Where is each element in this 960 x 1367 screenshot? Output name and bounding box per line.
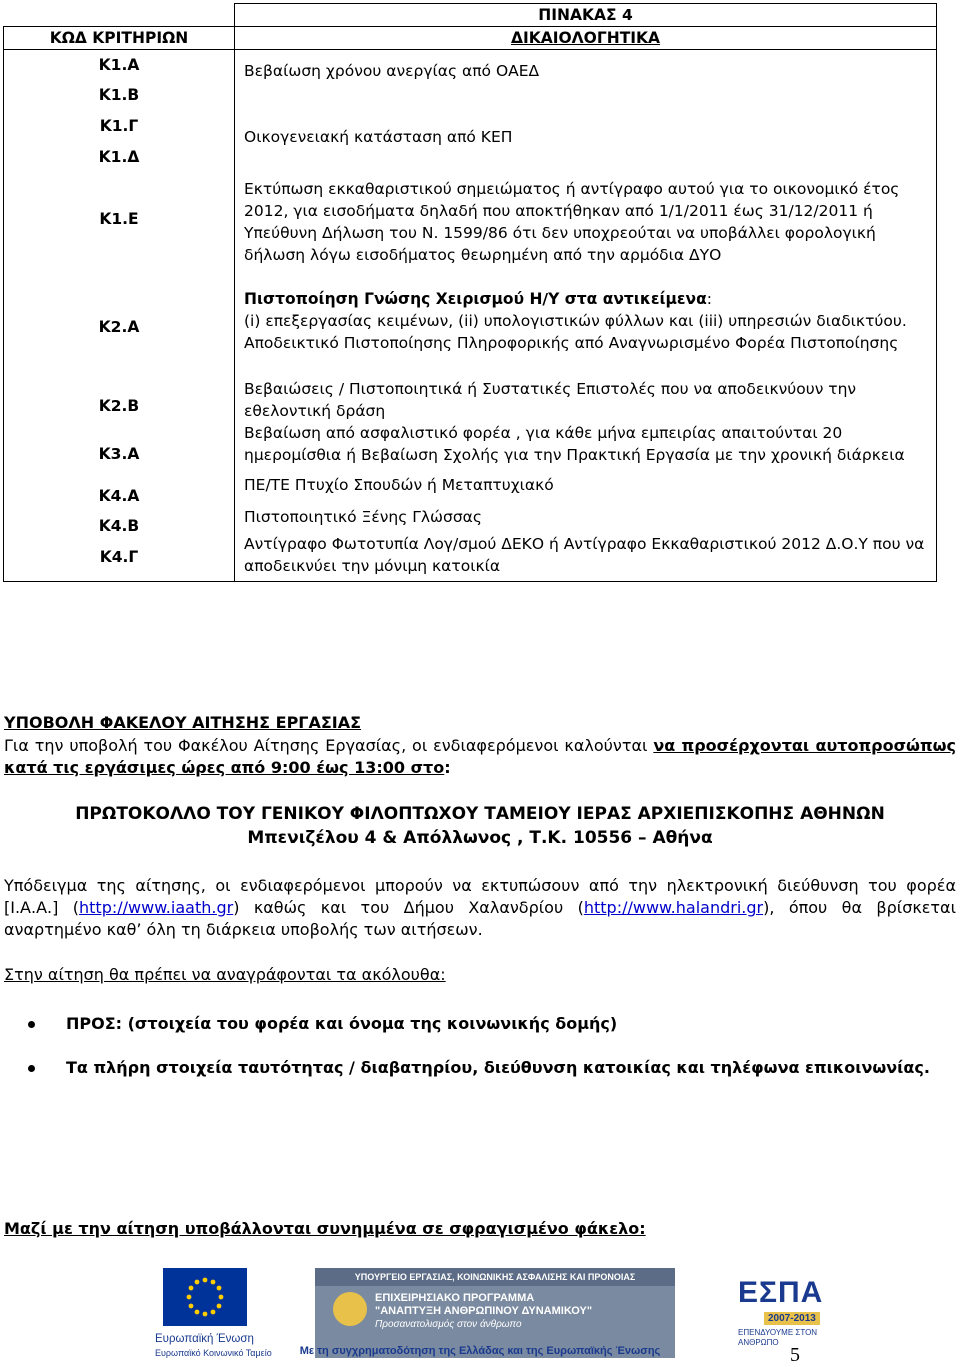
bullet-text: Τα πλήρη στοιχεία ταυτότητας / διαβατηρίου, διεύθυνση κατοικίας και τηλέφωνα επικοινωνίας. [66, 1058, 930, 1077]
criteria-table [3, 3, 937, 582]
doc-k2a-colon: : [706, 290, 713, 308]
doc-k2a-items: (i) επεξεργασίας κειμένων, (ii) υπολογιστικών φύλλων και (iii) υπηρεσιών διαδικτύου. [244, 312, 907, 330]
doc-k2a [244, 288, 926, 332]
submission-heading: ΥΠΟΒΟΛΗ ΦΑΚΕΛΟΥ ΑΙΤΗΣΗΣ ΕΡΓΑΣΙΑΣ [4, 713, 362, 732]
code-k1b: Κ1.Β [98, 86, 140, 104]
code-k3a: Κ3.Α [98, 445, 140, 463]
cofunding-note: Με τη συγχρηματοδότηση της Ελλάδας και της Ευρωπαϊκής Ένωσης [299, 1345, 661, 1357]
bullet-text: ΠΡΟΣ: (στοιχεία του φορέα και όνομα της κοινωνικής δομής) [66, 1014, 618, 1033]
espa-logo [724, 1268, 838, 1348]
espa-word: ΕΣΠΑ [738, 1276, 824, 1309]
must-include-heading: Στην αίτηση θα πρέπει να αναγράφονται τα ακόλουθα: [4, 965, 446, 984]
doc-k2a-title: Πιστοποίηση Γνώσης Χειρισμού Η/Υ στα αντικείμενα [244, 290, 707, 308]
code-k4g: Κ4.Γ [99, 548, 139, 566]
template-text-1: Υπόδειγμα της αίτησης, οι ενδιαφερόμενοι μπορούν να εκτυπώσουν από την ηλεκτρονική διεύθυνση του φορέα [Ι.Α.Α.] ( [4, 876, 956, 917]
code-k1d: Κ1.Δ [98, 148, 140, 166]
eu-flag-icon [163, 1268, 247, 1326]
program-line-2: "ΑΝΑΠΤΥΞΗ ΑΝΘΡΩΠΙΝΟΥ ΔΥΝΑΜΙΚΟΥ" [375, 1305, 593, 1317]
submission-paragraph [4, 735, 956, 779]
documents-column-header: ΔΙΚΑΙΟΛΟΓΗΤΙΚΑ [235, 27, 937, 50]
code-k1a: Κ1.Α [98, 56, 140, 74]
office-address: Μπενιζέλου 4 & Απόλλωνος , Τ.Κ. 10556 – Αθήνα [247, 828, 713, 848]
office-name: ΠΡΩΤΟΚΟΛΛΟ ΤΟΥ ΓΕΝΙΚΟΥ ΦΙΛΟΠΤΩΧΟΥ ΤΑΜΕΙΟΥ ΙΕΡΑΣ ΑΡΧΙΕΠΙΣΚΟΠΗΣ ΑΘΗΝΩΝ [75, 804, 885, 824]
page-number: 5 [790, 1344, 800, 1366]
program-line-1: ΕΠΙΧΕΙΡΗΣΙΑΚΟ ΠΡΟΓΡΑΜΜΑ [375, 1292, 535, 1304]
doc-k1g: Οικογενειακή κατάσταση από ΚΕΠ [244, 128, 513, 146]
bullet-icon [28, 1065, 35, 1072]
program-line-3: Προσανατολισμός στον άνθρωπο [375, 1319, 522, 1330]
doc-k4g: Αντίγραφο Φωτοτυπία Λογ/σμού ΔΕΚΟ ή Αντίγραφο Εκκαθαριστικού 2012 Δ.Ο.Υ που να αποδεικνύει την μόνιμη κατοικία [244, 535, 925, 575]
espa-years: 2007-2013 [764, 1312, 820, 1325]
doc-k2a-proof: Αποδεικτικό Πιστοποίησης Πληροφορικής από Αναγνωρισμένο Φορέα Πιστοποίησης [244, 334, 899, 352]
submission-colon: : [444, 758, 451, 777]
doc-k3a: Βεβαίωση από ασφαλιστικό φορέα , για κάθε μήνα εμπειρίας απαιτούνται 20 ημερομίσθια ή Βεβαίωση Σχολής για την Πρακτική Εργασία με την χρονική διάρκεια [244, 424, 905, 464]
doc-k2b: Βεβαιώσεις / Πιστοποιητικά ή Συστατικές Επιστολές που να αποδεικνύουν την εθελοντική δράση [244, 380, 857, 420]
code-k2b: Κ2.Β [98, 397, 140, 415]
code-column-header: ΚΩΔ ΚΡΙΤΗΡΙΩΝ [4, 27, 235, 50]
halandri-link[interactable]: http://www.halandri.gr [583, 898, 764, 917]
code-k1g: Κ1.Γ [99, 117, 139, 135]
code-k2a: Κ2.Α [98, 318, 140, 336]
bullet-icon [28, 1021, 35, 1028]
template-text-3: ), όπου θα βρίσκεται αναρτημένο καθ’ όλη τη διάρκεια υποβολής των αιτήσεων. [4, 898, 957, 939]
doc-k1e: Εκτύπωση εκκαθαριστικού σημειώματος ή αντίγραφο αυτού για το οικονομικό έτος 2012, για εισοδήματα δηλαδή που αποκτήθηκαν από 1/1/2011 έως 31/12/2011 ή Υπεύθυνη Δήλωση του Ν. 1599/86 ότι δεν υποχρεούται να υποβάλλει φορολογική δήλωση λόγω εισοδήματος θεωρημένη από την αρμόδια ΔΥΟ [244, 180, 900, 264]
espa-slogan: ΕΠΕΝΔΥΟΥΜΕ ΣΤΟΝ ΑΝΘΡΩΠΟ [738, 1328, 818, 1347]
eu-fund-name: Ευρωπαϊκό Κοινωνικό Ταμείο [155, 1348, 272, 1358]
eu-name: Ευρωπαϊκή Ένωση [155, 1333, 254, 1345]
attachments-heading: Μαζί με την αίτηση υποβάλλονται συνημμένα σε σφραγισμένο φάκελο: [4, 1219, 646, 1238]
ministry-name: ΥΠΟΥΡΓΕΙΟ ΕΡΓΑΣΙΑΣ, ΚΟΙΝΩΝΙΚΗΣ ΑΣΦΑΛΙΣΗΣ ΚΑΙ ΠΡΟΝΟΙΑΣ [315, 1268, 675, 1286]
doc-k4a: ΠΕ/ΤΕ Πτυχίο Σπουδών ή Μεταπτυχιακό [244, 476, 554, 494]
doc-k1a: Βεβαίωση χρόνου ανεργίας από ΟΑΕΔ [244, 62, 540, 80]
submission-emphasis: να προσέρχονται αυτοπροσώπως κατά τις εργάσιμες ώρες από 9:00 έως 13:00 στο [4, 736, 956, 777]
template-text-2: ) καθώς και του Δήμου Χαλανδρίου ( [233, 898, 584, 917]
criterion-code [4, 50, 235, 582]
template-paragraph [4, 875, 956, 941]
submission-text: Για την υποβολή του Φακέλου Αίτησης Εργασίας, οι ενδιαφερόμενοι καλούνται [4, 736, 654, 755]
code-k4b: Κ4.Β [98, 517, 140, 535]
doc-k4b: Πιστοποιητικό Ξένης Γλώσσας [244, 508, 482, 526]
table-title: ΠΙΝΑΚΑΣ 4 [235, 4, 937, 27]
code-k1e: Κ1.Ε [99, 210, 139, 228]
code-k4a: Κ4.Α [98, 487, 140, 505]
program-emblem-icon [333, 1292, 367, 1326]
documents-cell [235, 50, 937, 582]
iaath-link[interactable]: http://www.iaath.gr [79, 898, 234, 917]
program-title [375, 1292, 592, 1331]
